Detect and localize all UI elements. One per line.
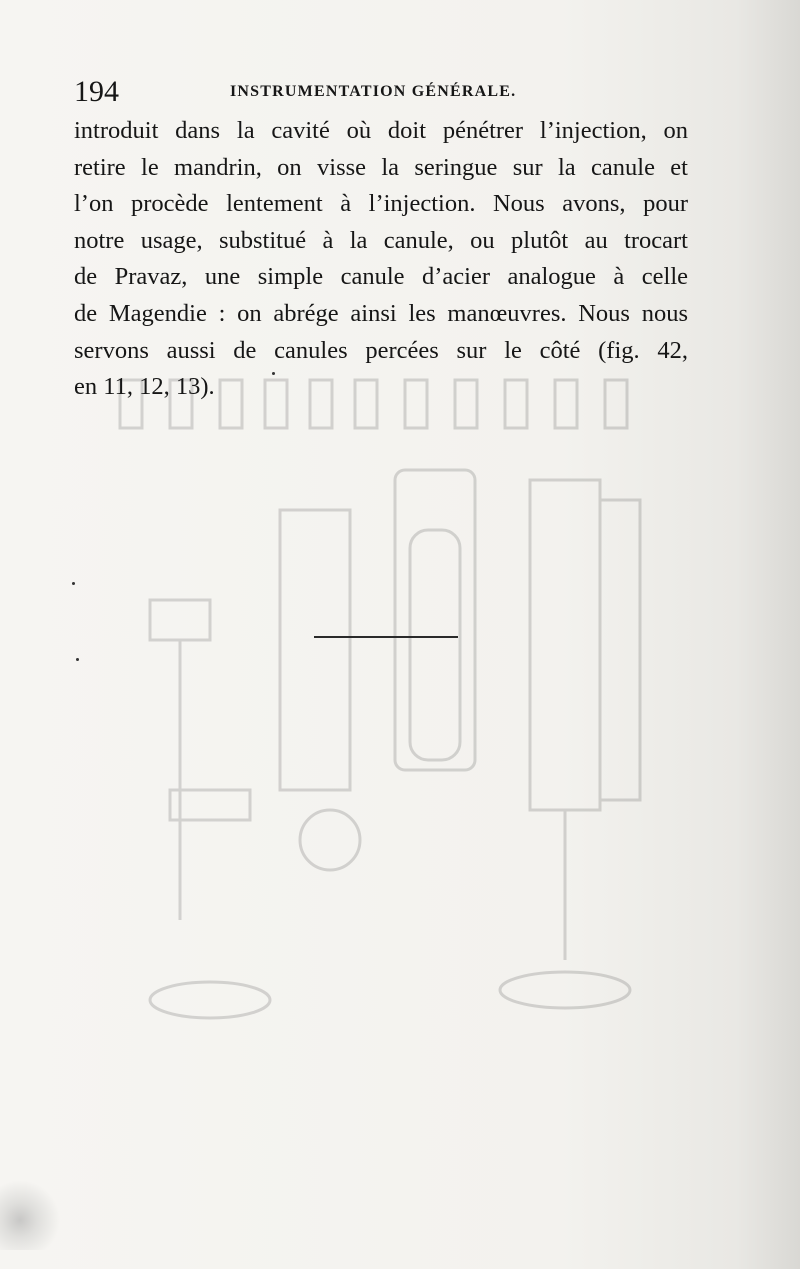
cannula-row <box>120 380 627 428</box>
running-title: INSTRUMENTATION GÉNÉRALE. <box>230 83 517 100</box>
show-through-illustration <box>60 360 740 1180</box>
text-line: retire le mandrin, on visse la seringue sur la canule et <box>74 153 688 181</box>
corner-smudge <box>0 1180 60 1250</box>
running-head <box>74 76 694 108</box>
text-line: de Magendie : on abrége ainsi les manœuvres. Nous nous <box>74 299 688 327</box>
ink-speck <box>272 372 275 375</box>
figure-rule <box>314 636 458 638</box>
text-line: notre usage, substitué à la canule, ou plutôt au trocart <box>74 226 688 254</box>
text-line: en 11, 12, 13). <box>74 373 215 401</box>
text-line: de Pravaz, une simple canule d’acier analogue à celle <box>74 263 688 291</box>
text-line: servons aussi de canules percées sur le côté (fig. 42, <box>74 336 688 364</box>
text-line: introduit dans la cavité où doit pénétrer l’injection, on <box>74 117 688 144</box>
ink-speck <box>76 658 79 661</box>
page-number: 194 <box>74 75 119 108</box>
ink-speck <box>72 582 75 585</box>
text-line: l’on procède lentement à l’injection. Nous avons, pour <box>74 190 688 218</box>
